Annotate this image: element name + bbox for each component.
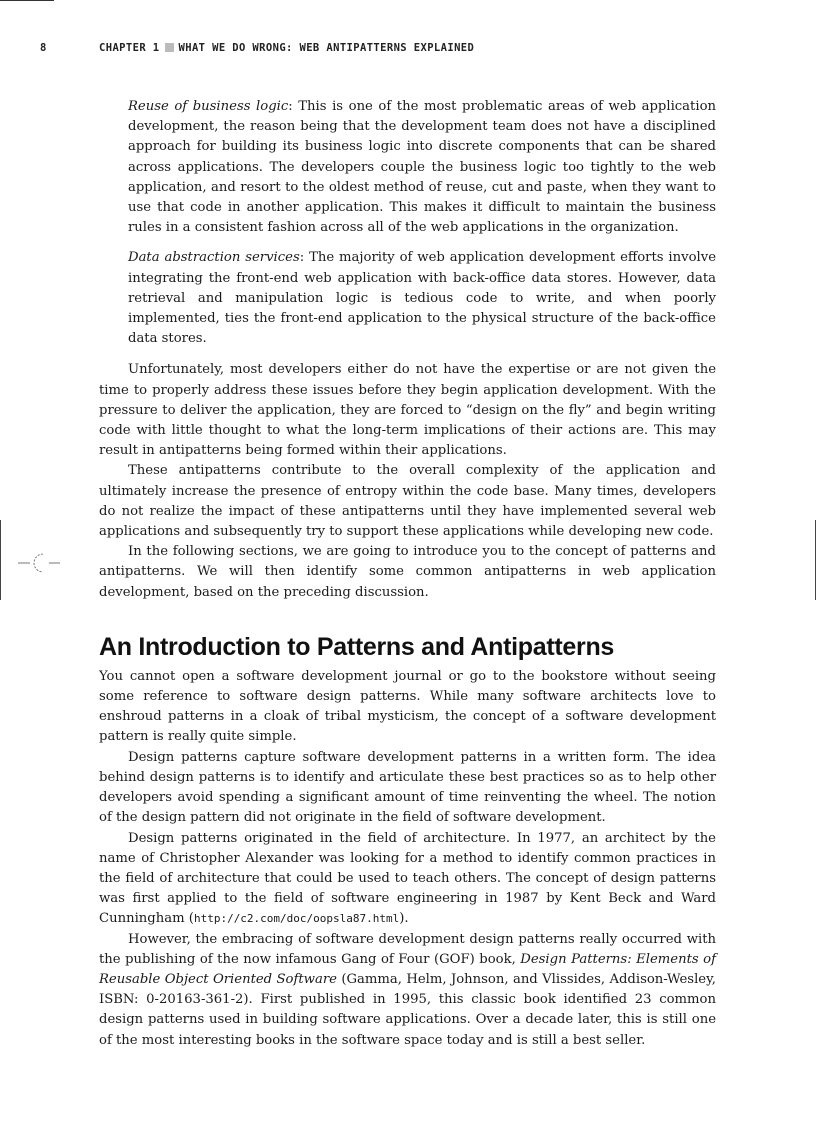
square-bullet-icon — [165, 43, 174, 52]
section-heading: An Introduction to Patterns and Antipatterns — [99, 632, 615, 661]
body-paragraph: In the following sections, we are going to introduce you to the concept of patterns and antipatterns. We will then identify some common antipatterns in web application development, based on the preceding discussion. — [99, 544, 716, 600]
body-paragraph: These antipatterns contribute to the overall complexity of the application and ultimately increase the presence of entropy within the code base. Many times, developers do not realize the impact of these antipatterns until they have implemented several web applications and subsequently try to support these applications while developing new code. — [99, 463, 716, 540]
book-title: Design Patterns: Elements of Reusable Object Oriented Software — [99, 951, 716, 987]
body-paragraph: Design patterns capture software development patterns in a written form. The idea behind design patterns is to identify and articulate these best practices so as to help other developers avoid spending a significant amount of time reinventing the wheel. The notion of the design pattern did not originate in the field of software development. — [99, 749, 716, 826]
chapter-name: WHAT WE DO WRONG: WEB ANTIPATTERNS EXPLAINED — [178, 42, 475, 54]
chapter-title — [99, 42, 474, 54]
gof-text-before: However, the embracing of software development design patterns really occurred with the publishing of the now infamous Gang of Four (GOF) book, — [99, 931, 716, 967]
history-paragraph — [99, 829, 716, 930]
bullet-term: Reuse of business logic — [128, 99, 289, 114]
left-crop-mark — [0, 520, 1, 600]
gof-text-after: (Gamma, Helm, Johnson, and Vlissides, Addison-Wesley, ISBN: 0-20163-361-2). First published in 1995, this classic book identified 23 common design patterns used in building software applications. Over a decade later, this is still one of the most interesting books in the software space today and is still a best seller. — [99, 971, 716, 1048]
registration-mark-icon — [18, 550, 60, 576]
body-paragraph: You cannot open a software development journal or go to the bookstore without seeing some reference to software design patterns. While many software architects love to enshroud patterns in a cloak of tribal mysticism, the concept of a software development pattern is really quite simple. — [99, 668, 716, 745]
bullet-reuse-business-logic — [99, 97, 716, 238]
page-body — [99, 97, 716, 1051]
bullet-text: : This is one of the most problematic areas of web application development, the reason being that the development team does not have a disciplined approach for building its business logic into discrete components that can be shared across applications. The developers couple the business logic too tightly to the web application, and resort to the oldest method of reuse, cut and paste, when they want to use that code in another application. This makes it difficult to maintain the business rules in a consistent fashion across all of the web applications in the organization. — [128, 99, 716, 236]
running-header — [40, 42, 760, 58]
bullet-text: : The majority of web application development efforts involve integrating the front-end web application with back-office data stores. However, data retrieval and manipulation logic is tedious code to write, and when poorly implemented, ties the front-end application to the physical structure of the back-office data stores. — [128, 250, 717, 347]
page-number: 8 — [40, 42, 47, 54]
gof-paragraph — [99, 930, 716, 1051]
close-paren: ). — [399, 911, 409, 927]
bullet-data-abstraction-services — [99, 248, 716, 349]
open-paren: ( — [188, 911, 194, 927]
bullet-term: Data abstraction services — [128, 250, 300, 266]
body-paragraph: Unfortunately, most developers either do not have the expertise or are not given the time to properly address these issues before they begin application development. With the pressure to deliver the application, they are forced to “design on the fly” and begin writing code with little thought to what the long-term implications of their actions are. This may result in antipatterns being formed within their applications. — [99, 362, 716, 459]
history-text: Design patterns originated in the field of architecture. In 1977, an architect by the name of Christopher Alexander was looking for a method to identify common practices in the field of architecture that could be used to teach others. The concept of design patterns was first applied to the field of software engineering in 1987 by Kent Beck and Ward Cunningham — [99, 830, 716, 927]
reference-url: http://c2.com/doc/oopsla87.html — [193, 912, 400, 926]
chapter-label: CHAPTER 1 — [99, 42, 160, 54]
top-crop-rule — [0, 0, 54, 1]
